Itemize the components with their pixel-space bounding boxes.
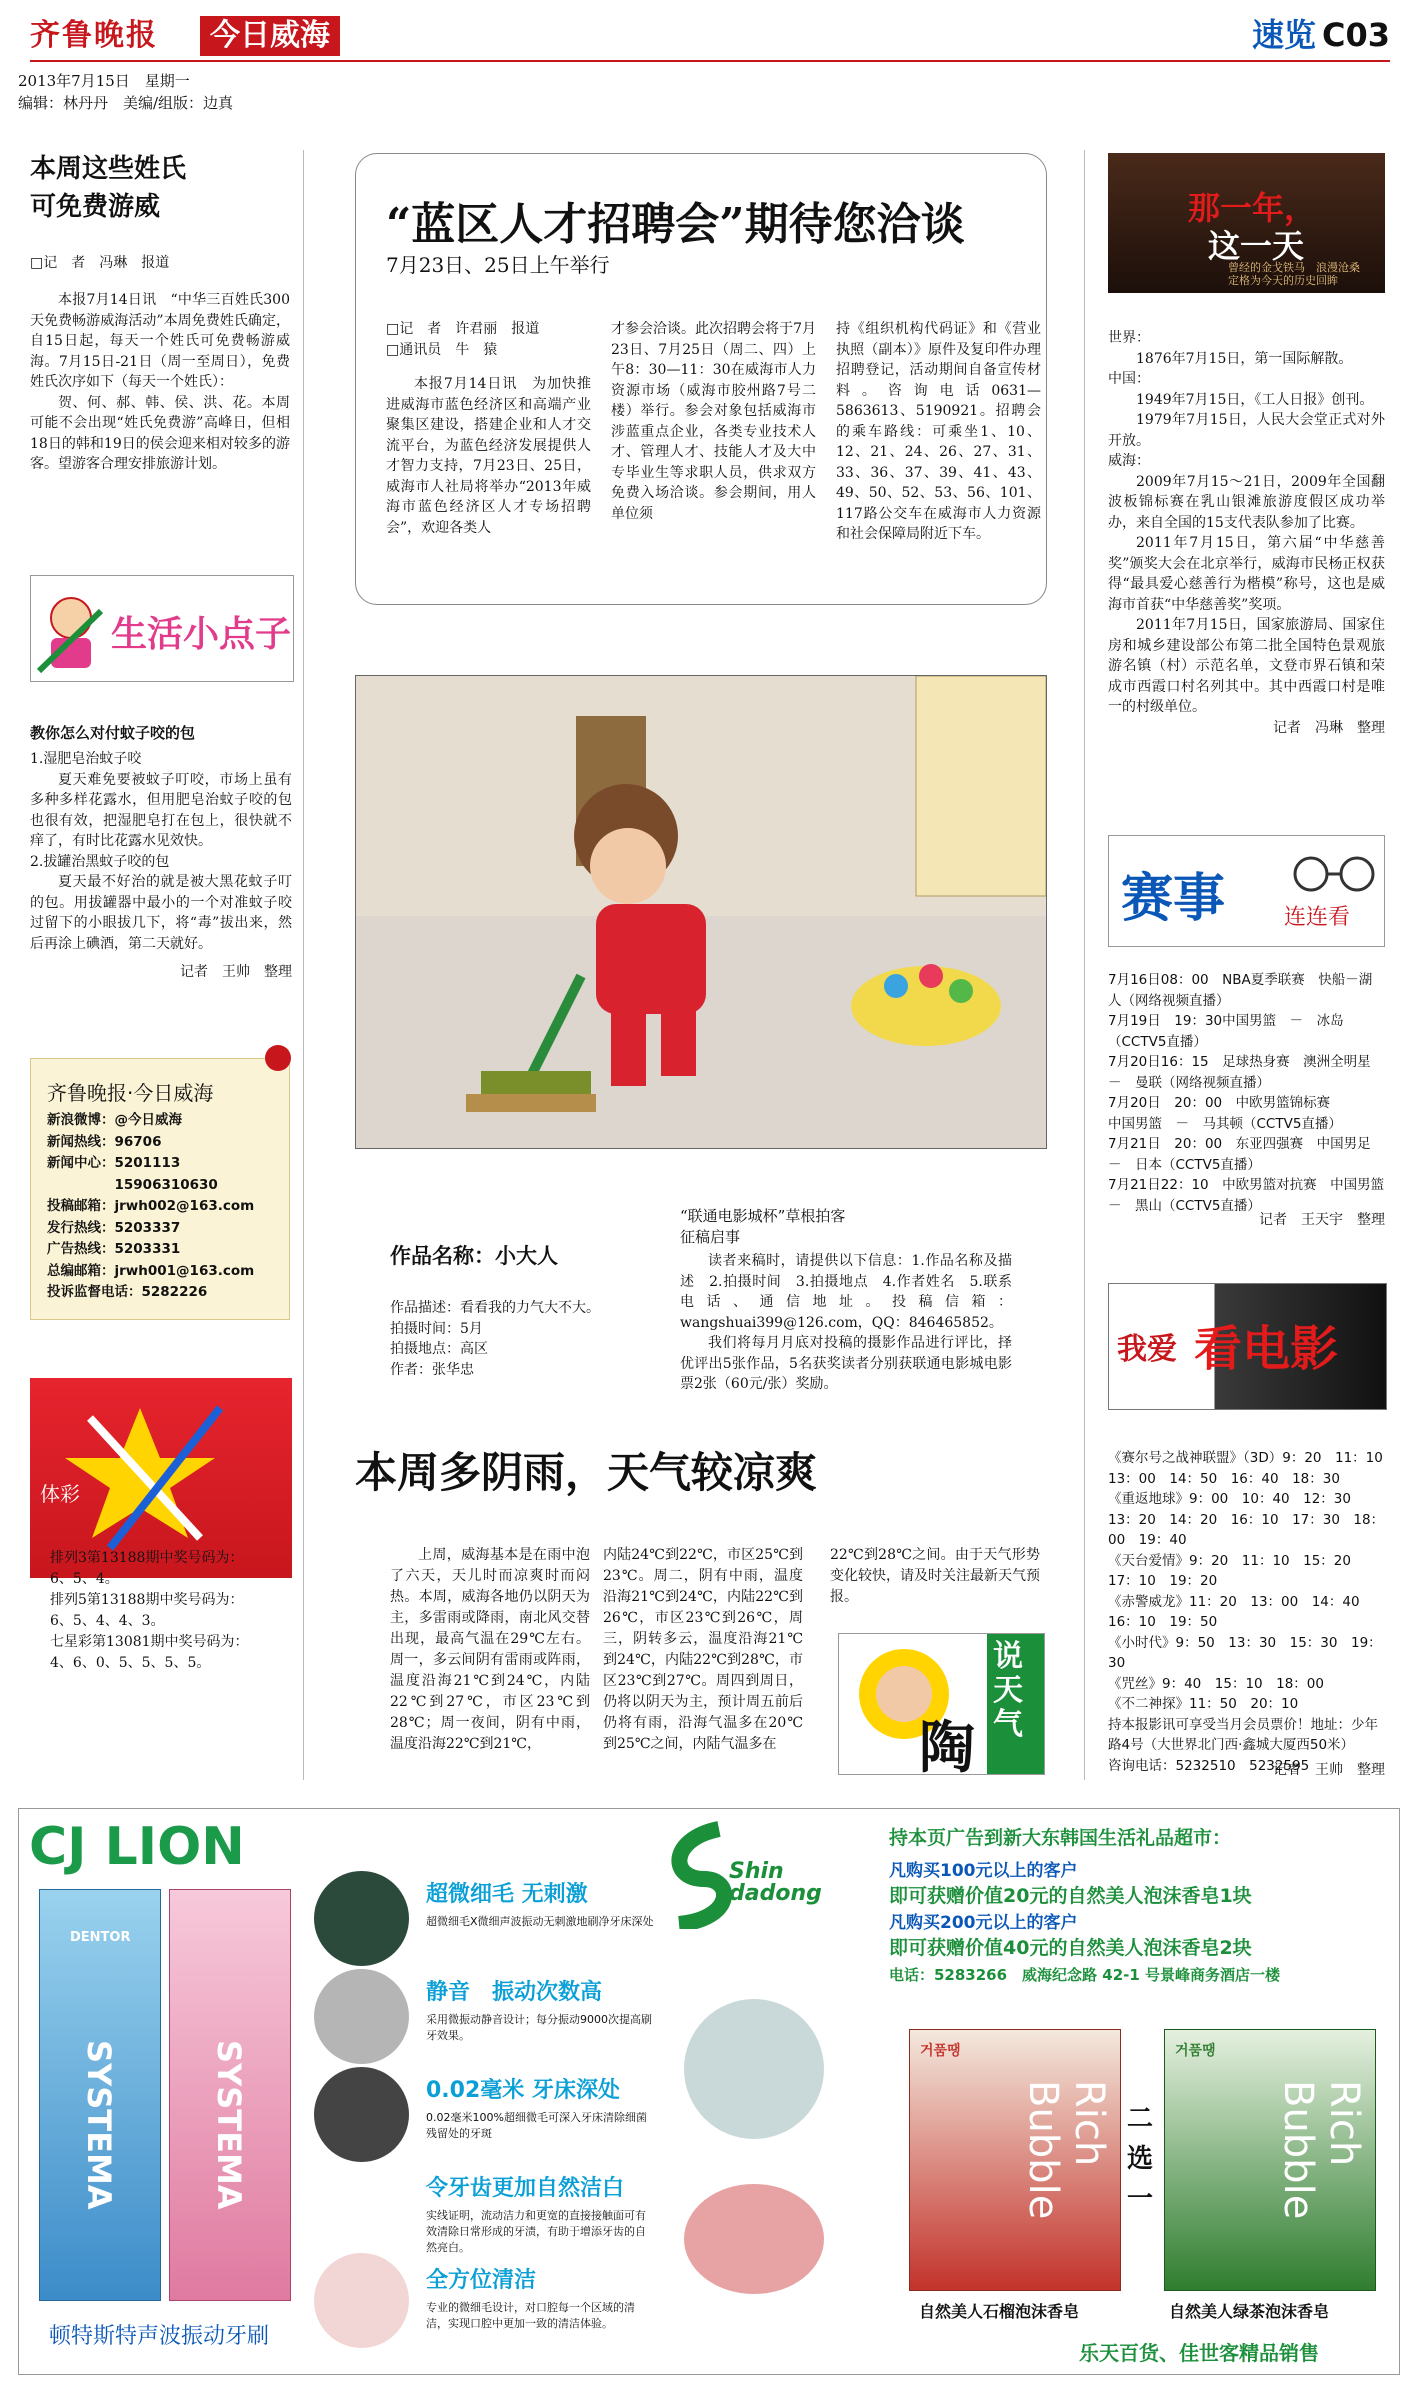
movie-sign: 记者 王帅 整理 — [1273, 1762, 1385, 1778]
history-logo-1: 那一年， — [1188, 189, 1317, 227]
photo-name: 作品名称：小大人 — [390, 1243, 558, 1268]
teeth-icon — [314, 2253, 409, 2348]
glasses-icon — [1289, 854, 1379, 894]
weather-col-2: 内陆24℃到22℃，市区25℃到23℃。周二，阴有中雨，温度沿海21℃到24℃，内陆22℃到26℃，市区23℃到26℃，周三，阴转多云，温度沿海21℃到24℃，内陆22℃到28℃，市区23℃到27℃。周四到周日，仍将以阴天为主，预计周五前后仍将有雨，沿海气温多在20℃到25℃之间，内陆气温多在 — [603, 1547, 803, 1752]
history-china-2: 1979年7月15日，人民大会堂正式对外开放。 — [1108, 412, 1385, 449]
life-tips-logo-text: 生活小点子 — [111, 614, 292, 655]
contact-line: 新浪微博：@今日威海 — [47, 1112, 182, 1128]
contact-title: 齐鲁晚报·今日威海 — [47, 1081, 214, 1105]
talent-subtitle: 7月23日、25日上午举行 — [386, 253, 610, 277]
page-column-name: 速览 — [1251, 16, 1316, 54]
ad-features — [314, 1871, 674, 2361]
photo-desc: 作品描述：看看我的力气大不大。 — [390, 1300, 600, 1316]
story1-para-1: 本报7月14日讯 “中华三百姓氏300天免费畅游威海活动”本周免费姓氏确定，自15日起，每天一个姓氏可免费畅游威海。7月15日-21日（周一至周日），免费姓氏次序如下（每天一个姓氏）： — [30, 292, 290, 390]
brush-closeup-icon — [684, 1999, 824, 2139]
right-column-divider — [1084, 150, 1085, 1780]
bristle-icon — [314, 1871, 409, 1966]
talent-col-3: 持《组织机构代码证》和《营业执照（副本）》原件及复印件办理招聘登记，活动期间自备宣传材料。咨询电话0631—5863613、5190921。招聘会的乘车路线：可乘坐1、10、12、21、24、26、27、31、33、36、37、39、41、43、49、50、52、53、56、101、117路公交车在威海市人力资源和社会保障局附近下车。 — [836, 321, 1041, 542]
contest-title: “联通电影城杯”草根拍客 — [680, 1207, 846, 1225]
sports-line: 7月21日 20：00 东亚四强赛 中国男足 － 日本（CCTV5直播） — [1108, 1136, 1385, 1173]
history-logo — [1108, 153, 1385, 293]
tip-para-2: 夏天最不好治的就是被大黑花蚊子叮的包。用拔罐器中最小的一个对准蚊子咬过留下的小眼拔几下，将“毒”拔出来，然后再涂上碘酒，第二天就好。 — [30, 874, 292, 952]
weather-col-1-wrap — [390, 1545, 590, 1755]
history-world: 1876年7月15日，第一国际解散。 — [1136, 350, 1353, 367]
fine-bristle-icon — [314, 2067, 409, 2162]
photo-contest-notice — [680, 1205, 1012, 1395]
shin-swirl-icon — [659, 1819, 739, 1929]
sports-schedule — [1108, 970, 1398, 1216]
ad-f5-desc: 专业的微细毛设计，对口腔每一个区域的清洁，实现口腔中更加一致的清洁体验。 — [426, 2301, 635, 2330]
toothbrush-pack-pink — [169, 1889, 291, 2301]
tip-heading-2: 2.拔罐治黑蚊子咬的包 — [30, 853, 170, 870]
history-weihai-heading: 威海： — [1108, 453, 1150, 469]
pack-label: SYSTEMA — [80, 2040, 118, 2210]
movie-logo-2: 看电影 — [1194, 1321, 1339, 1377]
contact-lines — [47, 1110, 289, 1304]
section-title: 今日威海 — [200, 16, 340, 56]
movie-schedule — [1108, 1448, 1397, 1776]
newspaper-brand: 齐鲁晚报 — [30, 18, 158, 53]
shin-dadong-text: Shin dadong — [729, 1859, 822, 1906]
lottery-logo-text: 体彩 — [40, 1482, 80, 1506]
contest-subtitle: 征稿启事 — [680, 1228, 741, 1246]
sports-logo-text: 赛事 — [1121, 869, 1226, 929]
tip-title: 教你怎么对付蚊子咬的包 — [30, 724, 196, 742]
history-china-1: 1949年7月15日，《工人日报》创刊。 — [1136, 391, 1374, 408]
issue-editors: 编辑：林丹丹 美编/组版：边真 — [18, 94, 234, 112]
weather-col-1: 上周，威海基本是在雨中泡了六天，天儿时而凉爽时而闷热。本周，威海各地仍以阴天为主，多雷雨或降雨，南北风交替出现，最高气温在29℃左右。周一，多云间阴有雷雨或阵雨，温度沿海21℃到24℃，内陆22℃到27℃，市区23℃到28℃；周一夜间，阴有中雨，温度沿海22℃到21℃， — [390, 1547, 590, 1752]
ad-footer: 乐天百货、佳世客精品销售 — [1079, 2341, 1319, 2365]
soap-pomegranate — [909, 2029, 1121, 2291]
sports-line: 7月20日16：15 足球热身赛 澳洲全明星 － 曼联（网络视频直播） — [1108, 1054, 1385, 1091]
header-rule — [30, 60, 1390, 62]
weather-badge-text: 说天气 — [993, 1639, 1023, 1742]
ad-promo-4: 即可获赠价值40元的自然美人泡沫香皂2块 — [889, 1937, 1252, 1959]
ad-feature-3 — [314, 2067, 674, 2165]
vibration-icon — [314, 1969, 409, 2064]
contact-line: 投诉监督电话：5282226 — [47, 1284, 208, 1300]
sports-line: 中国男篮 － 马其顿（CCTV5直播） — [1108, 1115, 1342, 1132]
page-number — [1252, 10, 1390, 56]
ad-f4-desc: 实线证明，流动洁力和更宽的直接接触面可有效清除日常形成的牙渍，有助于增添牙齿的自然亮白。 — [426, 2209, 646, 2254]
sports-line: 7月21日22：10 中欧男篮对抗赛 中国男篮 － 黑山（CCTV5直播） — [1108, 1177, 1398, 1214]
ad-feature-2 — [314, 1969, 674, 2067]
story-mosquito-tips — [30, 722, 292, 983]
issue-date: 2013年7月15日 星期一 — [18, 72, 190, 90]
contact-line: 发行热线：5203337 — [47, 1219, 181, 1236]
history-weihai-2: 2011年7月15日，第六届“中华慈善奖”颁奖大会在北京举行，威海市民杨正权获得“最具爱心慈善行为楷模”称号，这也是威海市首获“中华慈善奖”奖项。 — [1108, 535, 1385, 613]
lottery-line: 排列3第13188期中奖号码为：6、5、4。 — [50, 1550, 244, 1587]
tip-para-1: 夏天难免要被蚊子叮咬，市场上虽有多种多样花露水，但用肥皂治蚊子咬的包也很有效，把湿肥皂打在包上，很快就不痒了，有时比花露水见效快。 — [30, 771, 292, 849]
soap-kr-1: 거품땡 — [920, 2043, 961, 2059]
movie-line: 《咒丝》9：40 15：10 18：00 — [1108, 1675, 1324, 1692]
soap-name-2: 自然美人绿茶泡沫香皂 — [1169, 2302, 1330, 2321]
history-china-heading: 中国： — [1108, 371, 1150, 387]
soap-name-1: 自然美人石榴泡沫香皂 — [919, 2302, 1080, 2321]
ad-feature-1 — [314, 1871, 674, 1969]
ad-promo-2: 即可获赠价值20元的自然美人泡沫香皂1块 — [889, 1885, 1252, 1907]
sports-logo-text-2: 连连看 — [1284, 905, 1351, 930]
contact-line: 新闻中心：5201113 — [47, 1155, 181, 1171]
sports-line: 7月19日 19：30中国男篮 － 冰岛（CCTV5直播） — [1108, 1013, 1344, 1050]
movie-line: 《赛尔号之战神联盟》（3D）9：20 11：10 13：00 14：50 16：40 18：30 — [1108, 1450, 1397, 1487]
ad-promo — [889, 1823, 1389, 1985]
pack-top-label: DENTOR — [70, 1930, 131, 1945]
tip-sign: 记者 王帅 整理 — [180, 964, 292, 980]
movie-line: 《重返地球》9：00 10：40 12：30 13：20 14：20 16：10 17：30 18：00 19：40 — [1108, 1491, 1385, 1548]
ad-f5-title: 全方位清洁 — [426, 2268, 537, 2293]
photo-author: 作者：张华忠 — [390, 1361, 474, 1378]
left-column-divider — [303, 150, 304, 1780]
ad-f3-title: 0.02毫米 牙床深处 — [426, 2078, 620, 2103]
ad-choose: 二选一 — [1127, 2104, 1154, 2214]
sports-logo — [1108, 835, 1385, 947]
history-logo-sub: 曾经的金戈铁马 浪漫沧桑 定格为今天的历史回眸 — [1228, 261, 1360, 287]
ad-feature-5 — [314, 2263, 674, 2361]
talent-col-1: 本报7月14日讯 为加快推进威海市蓝色经济区和高端产业聚集区建设，搭建企业和人才交流平台，为蓝色经济发展提供人才智力支持，7月23日、25日，威海市人社局将举办“2013年威海市蓝色经济区人才专场招聘会”，欢迎各类人 — [386, 376, 591, 536]
photo-info — [390, 1240, 660, 1380]
history-sign: 记者 冯琳 整理 — [1273, 719, 1385, 736]
contest-body: 读者来稿时，请提供以下信息：1.作品名称及描述 2.拍摄时间 3.拍摄地点 4.作者姓名 5.联系电话、通信地址。投稿信箱：wangshuai399@126.com，QQ：846465852。 — [680, 1253, 1012, 1331]
weather-badge-char: 陶 — [919, 1715, 975, 1781]
ad-f3-desc: 0.02毫米100%超细微毛可深入牙床清除细菌残留处的牙斑 — [426, 2111, 647, 2140]
movie-line: 咨询电话：5232510 5232595 — [1108, 1757, 1310, 1774]
contact-line: 广告热线：5203331 — [47, 1241, 181, 1257]
sports-sign: 记者 王天宇 整理 — [1259, 1212, 1385, 1228]
page-code: C03 — [1321, 16, 1390, 54]
story1-byline: □记 者 冯琳 报道 — [30, 255, 170, 271]
lottery-line: 七星彩第13081期中奖号码为：4、6、0、5、5、5、5。 — [50, 1634, 249, 1671]
talent-title: “蓝区人才招聘会”期待您洽谈 — [386, 199, 965, 250]
story1-title-2: 可免费游威 — [30, 192, 161, 222]
shin-dadong-logo — [659, 1819, 829, 1939]
ad-promo-3: 凡购买200元以上的客户 — [889, 1913, 1078, 1933]
soap-greentea — [1164, 2029, 1376, 2291]
history-world-heading: 世界： — [1108, 330, 1150, 346]
masthead — [30, 10, 1390, 58]
photo-little-adult — [355, 675, 1047, 1149]
ad-f2-desc: 采用微振动静音设计；每分振动9000次提高刷牙效果。 — [426, 2013, 652, 2042]
smile-icon — [684, 2184, 824, 2294]
lottery-results — [50, 1548, 250, 1674]
lottery-line: 排列5第13188期中奖号码为：6、5、4、4、3。 — [50, 1592, 244, 1629]
issue-meta — [18, 70, 233, 114]
contest-body-2: 我们将每月月底对投稿的摄影作品进行评比，择优评出5张作品，5名获奖读者分别获联通电影城电影票2张（60元/张）奖励。 — [680, 1335, 1012, 1392]
child-mopping-illustration — [356, 676, 1046, 1148]
ad-f2-title: 静音 振动次数高 — [426, 1980, 603, 2005]
history-weihai-1: 2009年7月15～21日，2009年全国翻波板锦标赛在乳山银滩旅游度假区成功举办，来自全国的15支代表队参加了比赛。 — [1108, 473, 1385, 531]
tip-heading-1: 1.湿肥皂治蚊子咬 — [30, 751, 142, 767]
contact-line: 投稿邮箱：jrwh002@163.com — [47, 1198, 255, 1214]
weather-col-2-wrap — [603, 1545, 803, 1755]
ad-promo-1: 凡购买100元以上的客户 — [889, 1861, 1078, 1881]
advertisement — [18, 1808, 1400, 2375]
ad-product-name: 顿特斯特 — [49, 2324, 138, 2349]
ad-promo-title: 持本页广告到新大东韩国生活礼品超市： — [889, 1827, 1232, 1849]
soap-brand-1: Rich Bubble — [1020, 2080, 1112, 2220]
talent-byline-2: □通讯员 牛 猿 — [386, 341, 498, 358]
movie-line: 《不二神探》11：50 20：10 — [1108, 1696, 1299, 1712]
sports-line: 7月20日 20：00 中欧男篮锦标赛 — [1108, 1095, 1331, 1111]
movie-logo-1: 我爱 — [1117, 1332, 1177, 1367]
weather-col-3-wrap — [830, 1545, 1040, 1608]
life-tips-logo — [30, 575, 294, 682]
history-weihai-3: 2011年7月15日，国家旅游局、国家住房和城乡建设部公布第二批全国特色景观旅游名镇（村）示范名单，文登市界石镇和荣成市西霞口村名列其中。其中西霞口村是唯一的村级单位。 — [1108, 617, 1385, 715]
talent-fair-box — [355, 153, 1047, 605]
story1-para-2: 贺、何、郝、韩、侯、洪、花。本周可能不会出现“姓氏免费游”高峰日，但相18日的韩和19日的侯会迎来相对较多的游客。望游客合理安排旅游计划。 — [30, 394, 290, 472]
movie-line: 《天台爱情》9：20 11：10 15：20 17：10 19：20 — [1108, 1552, 1365, 1589]
history-logo-2: 这一天 — [1208, 227, 1305, 265]
story1-title-1: 本周这些姓氏 — [30, 154, 187, 184]
ad-feature-4 — [314, 2165, 674, 2263]
contact-line: 新闻热线：96706 — [47, 1133, 162, 1150]
movie-logo — [1108, 1283, 1387, 1410]
pack-label-2: SYSTEMA — [210, 2040, 248, 2210]
weather-title: 本周多阴雨，天气较凉爽 — [355, 1448, 818, 1497]
ad-brand: CJ LION — [29, 1817, 245, 1877]
contact-line: 15906310630 — [47, 1176, 218, 1193]
ad-f1-title: 超微细毛 无刺激 — [426, 1882, 588, 1907]
weather-badge — [838, 1633, 1045, 1781]
movie-line: 《小时代》9：50 13：30 15：30 19：30 — [1108, 1634, 1382, 1671]
ad-f4-title: 令牙齿更加自然洁白 — [426, 2176, 625, 2201]
toothbrush-pack-blue — [39, 1889, 161, 2301]
contact-card — [30, 1058, 290, 1320]
photo-place: 拍摄地点：高区 — [390, 1341, 488, 1357]
movie-line: 《赤警威龙》11：20 13：00 14：40 16：10 19：50 — [1108, 1593, 1374, 1630]
soap-kr-2: 거품땡 — [1175, 2043, 1216, 2059]
weather-col-3: 22℃到28℃之间。由于天气形势变化较快，请及时关注最新天气预报。 — [830, 1547, 1040, 1605]
sports-line: 7月16日08：00 NBA夏季联赛 快船－湖人（网络视频直播） — [1108, 972, 1373, 1009]
ad-product-type: 声波振动牙刷 — [137, 2324, 270, 2349]
talent-byline-1: □记 者 许君丽 报道 — [386, 321, 540, 337]
soap-brand-2: Rich Bubble — [1275, 2080, 1367, 2220]
ad-product — [49, 2319, 269, 2350]
story-surname-tour — [30, 150, 290, 475]
photo-time: 拍摄时间：5月 — [390, 1320, 483, 1337]
ad-f1-desc: 超微细毛X微细声波振动无刺激地刷净牙床深处 — [426, 1915, 654, 1928]
movie-line: 持本报影讯可享受当月会员票价！地址：少年路4号（大世界北门西·鑫城大厦西50米） — [1108, 1716, 1378, 1753]
contact-line: 总编邮箱：jrwh001@163.com — [47, 1262, 255, 1279]
pushpin-icon — [265, 1045, 291, 1071]
history-today — [1108, 328, 1385, 738]
talent-col-2: 才参会洽谈。此次招聘会将于7月23日、7月25日（周二、四）上午8：30—11：30在威海市人力资源市场（威海市胶州路7号二楼）举行。参会对象包括威海市涉蓝重点企业，各类专业技术人才、管理人才、技能人才及大中专毕业生等求职人员，供求双方免费入场洽谈。参会期间，用人单位须 — [611, 321, 816, 522]
ad-promo-tel: 电话：5283266 威海纪念路 42-1 号景峰商务酒店一楼 — [889, 1966, 1281, 1984]
